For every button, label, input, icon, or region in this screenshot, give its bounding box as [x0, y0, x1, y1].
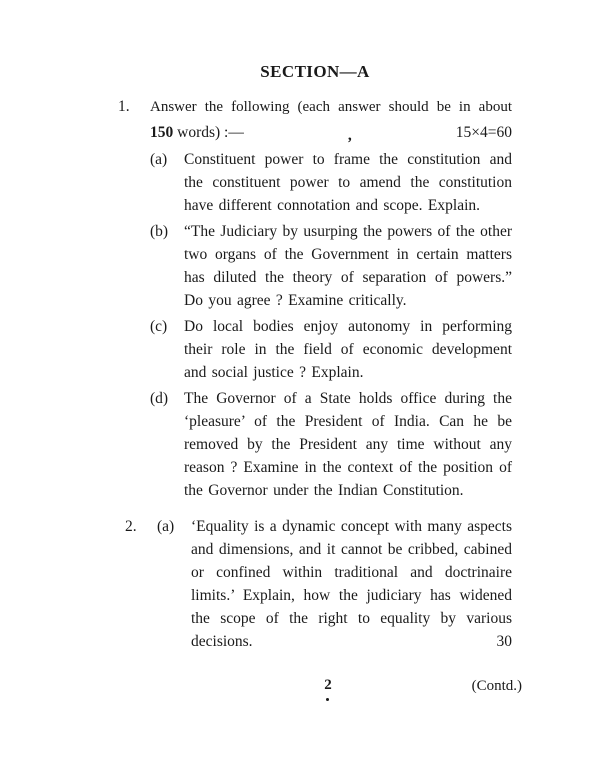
question-1-intro-line2 [150, 121, 512, 145]
sub-question-1d-label: (d) [150, 390, 169, 407]
sub-question-1c-label: (c) [150, 318, 168, 335]
sub-question-2a-label: (a) [157, 518, 175, 535]
sub-question-2a-body: ‘Equality is a dynamic concept with many aspects and dimensions, and it cannot be cribbed, cabined or confined within traditional and doctrinaire limits.’ Explain, how the judiciary has widened the scope of the right to equality by various decisions. [191, 518, 512, 650]
question-2-number: 2. [125, 518, 137, 535]
sub-question-2a-text [191, 515, 512, 653]
sub-question-1c [150, 315, 512, 384]
contd-label: (Contd.) [471, 678, 522, 694]
page-number: 2 [324, 677, 332, 693]
sub-question-2a [157, 515, 512, 653]
sub-question-1d-text: The Governor of a State holds office during the ‘pleasure’ of the President of India. Can he be removed by the President any time without any reason ? Examine in the context of the position of the Governor under the Indian Constitution. [184, 390, 512, 499]
sub-question-1d [150, 387, 512, 502]
sub-question-1a [150, 148, 512, 217]
sub-question-1a-text: Constituent power to frame the constitution and the constituent power to amend the constitution have different connotation and scope. Explain. [184, 151, 512, 214]
question-2 [118, 515, 512, 653]
word-count-value: 150 [150, 124, 174, 141]
question-1-marks: 15×4=60 [455, 124, 512, 141]
question-1 [118, 95, 512, 502]
sub-question-1b [150, 220, 512, 312]
question-1-body [150, 95, 512, 502]
sub-question-1b-label: (b) [150, 223, 169, 240]
question-1-intro-rest: words) :— [173, 124, 244, 141]
question-2-body [150, 515, 512, 653]
sub-question-1c-text: Do local bodies enjoy autonomy in performing their role in the field of economic development and social justice ? Explain. [184, 318, 512, 381]
question-1-number: 1. [118, 98, 130, 115]
section-title: SECTION—A [260, 62, 370, 81]
sub-question-1b-text: “The Judiciary by usurping the powers of the other two organs of the Government in certain matters has diluted the theory of separation of powers.” Do you agree ? Examine critically. [184, 223, 512, 309]
page-number-dot [326, 698, 329, 701]
question-1-intro-line2-left [150, 121, 244, 145]
sub-question-2a-marks: 30 [496, 633, 512, 650]
sub-question-1a-label: (a) [150, 151, 168, 168]
scan-artifact-comma: , [347, 127, 352, 144]
question-1-intro-line1: Answer the following (each answer should be in about [150, 99, 512, 115]
